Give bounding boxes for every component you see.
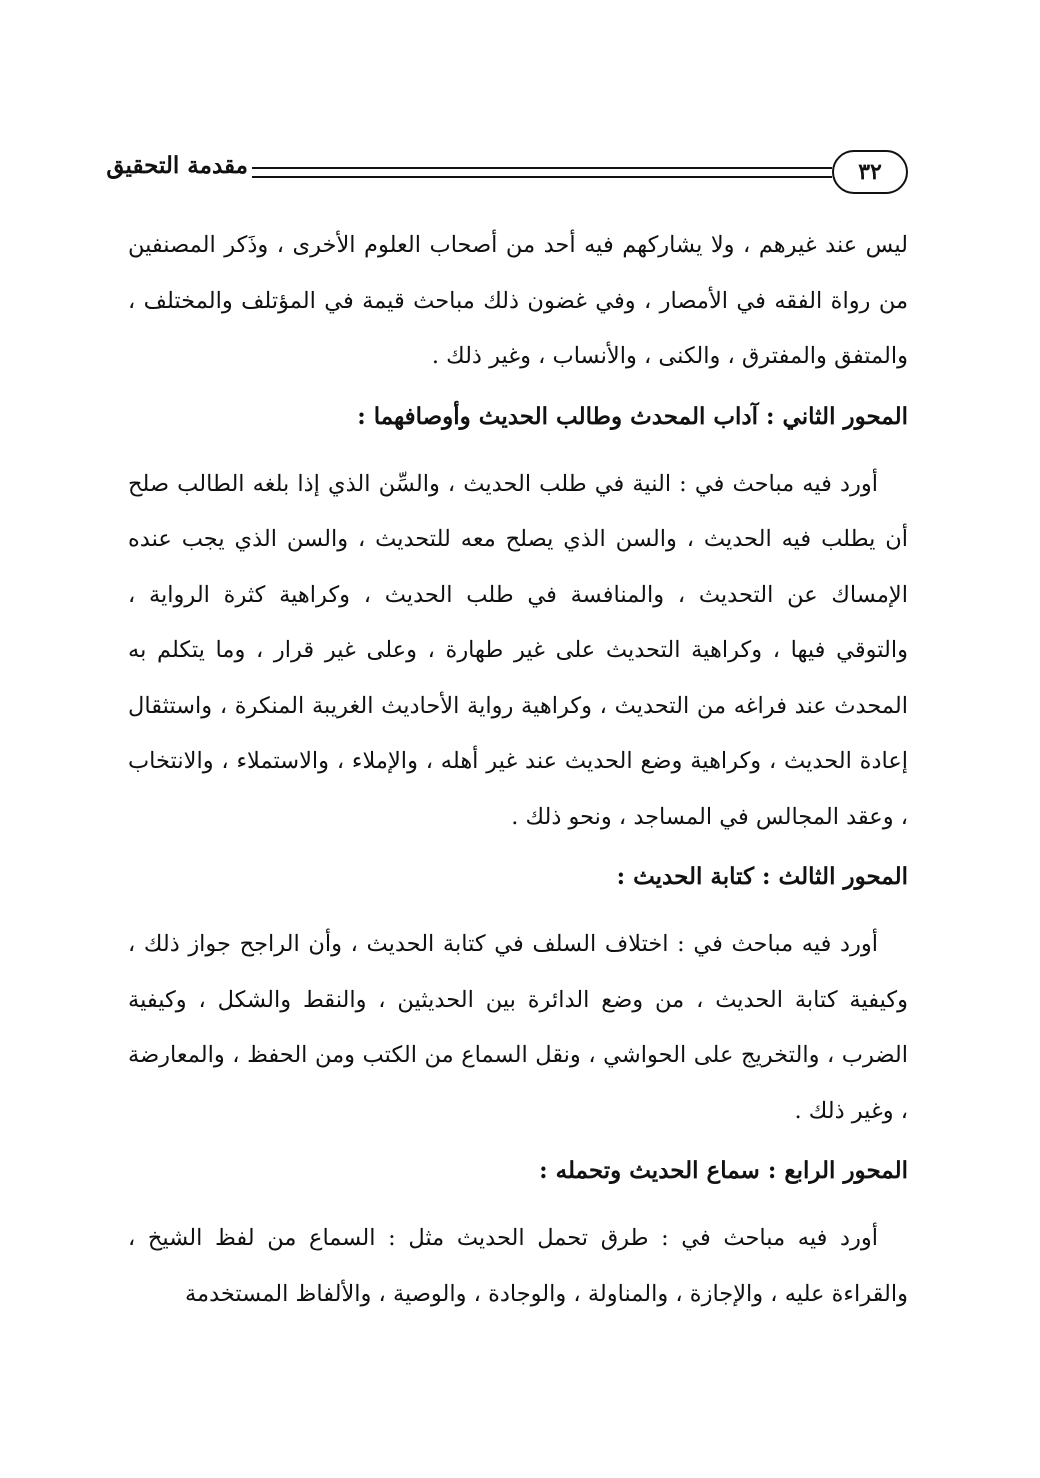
header-double-rule bbox=[252, 167, 832, 178]
section-heading-4: المحور الرابع : سماع الحديث وتحمله : bbox=[539, 1157, 908, 1184]
page-number: ٣٢ bbox=[858, 159, 882, 185]
paragraph-4: أورد فيه مباحث في : طرق تحمل الحديث مثل : السماع من لفظ الشيخ ، والقراءة عليه ، والإجازة ، والمناولة ، والوجادة ، والوصية ، والألفاظ المستخدمة bbox=[128, 1225, 908, 1307]
page-number-badge bbox=[832, 150, 908, 194]
page-body bbox=[128, 218, 908, 1322]
running-title: مقدمة التحقيق bbox=[106, 152, 248, 179]
paragraph-1: ليس عند غيرهم ، ولا يشاركهم فيه أحد من أصحاب العلوم الأخرى ، وذَكر المصنفين من رواة الفقه في الأمصار ، وفي غضون ذلك مباحث قيمة في المؤتلف والمختلف ، والمتفق والمفترق ، والكنى ، والأنساب ، وغير ذلك . bbox=[128, 232, 908, 369]
paragraph-2: أورد فيه مباحث في : النية في طلب الحديث ، والسِّن الذي إذا بلغه الطالب صلح أن يطلب فيه الحديث ، والسن الذي يصلح معه للتحديث ، والسن الذي يجب عنده الإمساك عن التحديث ، والمنافسة في طلب الحديث ، وكراهية كثرة الرواية ، والتوقي فيها ، وكراهية التحديث على غير طهارة ، وعلى غير قرار ، وما يتكلم به المحدث عند فراغه من التحديث ، وكراهية رواية الأحاديث الغريبة المنكرة ، واستثقال إعادة الحديث ، وكراهية وضع الحديث عند غير أهله ، والإملاء ، والاستملاء ، والانتخاب ، وعقد المجالس في المساجد ، ونحو ذلك . bbox=[128, 470, 908, 830]
section-heading-2: المحور الثاني : آداب المحدث وطالب الحديث وأوصافهما : bbox=[357, 402, 908, 430]
page-header bbox=[106, 150, 908, 200]
paragraph-3: أورد فيه مباحث في : اختلاف السلف في كتابة الحديث ، وأن الراجح جواز ذلك ، وكيفية كتابة الحديث ، من وضع الدائرة بين الحديثين ، والنقط والشكل ، وكيفية الضرب ، والتخريج على الحواشي ، ونقل السماع من الكتب ومن الحفظ ، والمعارضة ، وغير ذلك . bbox=[128, 931, 908, 1124]
section-heading-3: المحور الثالث : كتابة الحديث : bbox=[616, 863, 908, 890]
